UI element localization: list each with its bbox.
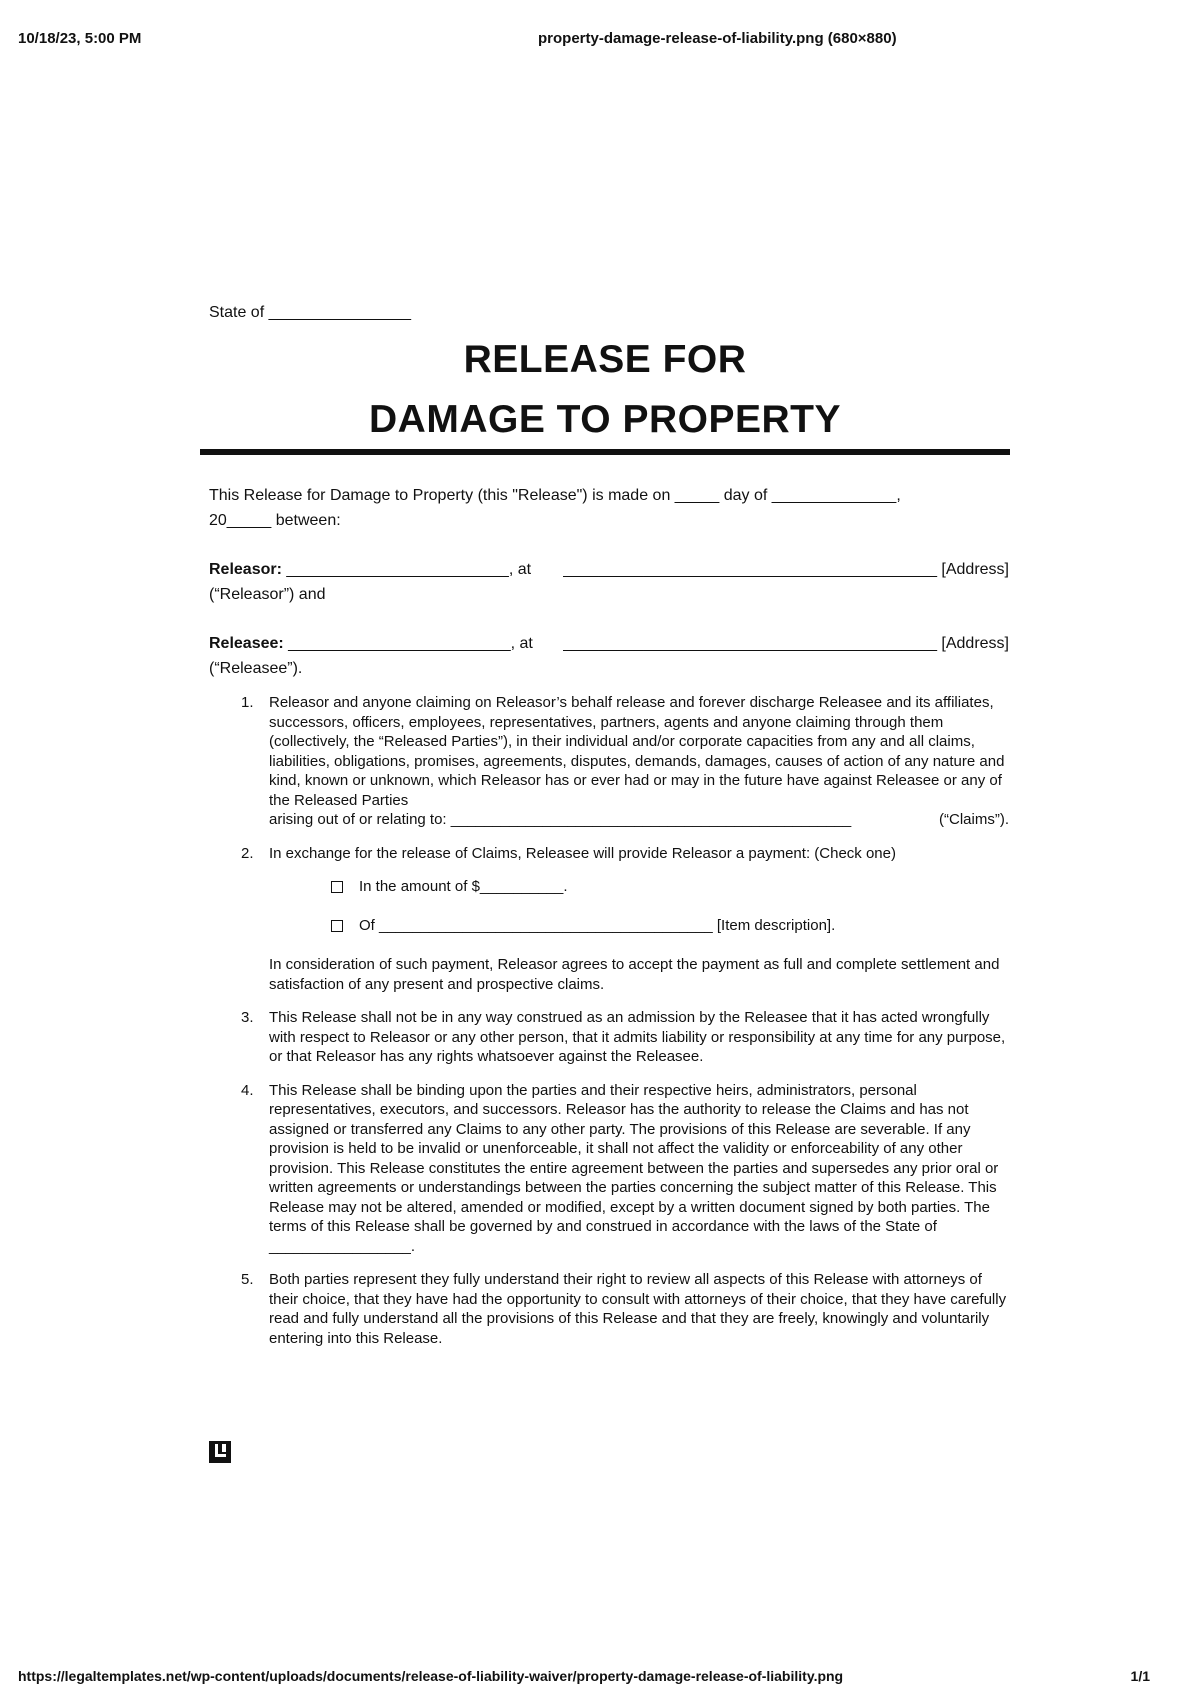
clause-3	[209, 1008, 1009, 1067]
clause-text: Both parties represent they fully understand their right to review all aspects of this Release with attorneys of their choice, that they have had the opportunity to consult with attorneys of their choice, that they have carefully read and fully understand all the provisions of this Release and that they are freely, knowingly and voluntarily entering into this Release.	[269, 1271, 1007, 1347]
checkbox-icon[interactable]	[331, 881, 343, 893]
releasee-suffix: (“Releasee”).	[209, 660, 303, 677]
payment-option-amount[interactable]	[269, 877, 1009, 897]
print-footer	[18, 1668, 1182, 1688]
legal-templates-logo-icon	[209, 1441, 231, 1463]
intro-line-1: This Release for Damage to Property (this "Release") is made on _____ day of ______________,	[209, 487, 901, 504]
clause-number: 4.	[241, 1081, 254, 1099]
payment-option-item[interactable]	[269, 916, 1009, 936]
title-line-2: DAMAGE TO PROPERTY	[369, 398, 841, 441]
clause-1	[209, 693, 1009, 830]
payment-option-item-label: Of ________________________________________ [Item description].	[359, 917, 836, 934]
releasee-block	[209, 631, 1009, 681]
claims-blank: arising out of or relating to: ________________________________________________	[269, 811, 852, 828]
clause-text: Releasor and anyone claiming on Releasor’s behalf release and forever discharge Releasee and its affiliates, successors, officers, employees, representatives, partners, agents and anyone claiming through them (collectively, the “Released Parties”), in their individual and/or corporate capacities from any and all claims, liabilities, obligations, promises, agreements, disputes, demands, damages, causes of action of any nature and kind, known or unknown, which Releasor has or ever had or may in the future have against Releasee or any of the Released Parties	[269, 694, 1005, 809]
print-filename: property-damage-release-of-liability.png (680×880)	[538, 30, 897, 47]
page-number: 1/1	[1130, 1668, 1150, 1684]
clause-1-claims-row	[269, 810, 1009, 830]
payment-option-amount-label: In the amount of $__________.	[359, 878, 568, 895]
clause-text: In exchange for the release of Claims, Releasee will provide Releasor a payment: (Check one)	[269, 844, 896, 862]
clause-number: 5.	[241, 1271, 254, 1288]
title-divider	[200, 449, 1010, 455]
releasor-name-blank: _________________________, at	[281, 561, 532, 578]
releasor-block	[209, 557, 1009, 607]
checkbox-icon[interactable]	[331, 920, 343, 932]
clause-text: This Release shall be binding upon the parties and their respective heirs, administrators, personal representatives, executors, and successors. Releasor has the authority to release the Claims and has not assigned or transferred any Claims to any other party. The provisions of this Release are severable. If any provision is held to be invalid or unenforceable, it shall not affect the validity or enforceability of any other provision. This Release constitutes the entire agreement between the parties and supersedes any prior oral or written agreements or understandings between the parties concerning the subject matter of this Release. This Release may not be altered, amended or modified, except by a written document signed by both parties. The terms of this Release shall be governed by and construed in accordance with the laws of the State of _________________.	[269, 1081, 999, 1255]
clause-number: 1.	[241, 694, 254, 711]
intro-line-2: 20_____ between:	[209, 512, 341, 529]
clauses-list	[209, 693, 1009, 1362]
clause-text: This Release shall not be in any way construed as an admission by the Releasee that it has acted wrongfully with respect to Releasor or any other person, that it admits liability or responsibility at any time for any purpose, or that Releasor has any rights whatsoever against the Releasee.	[269, 1009, 1006, 1065]
clause-5	[209, 1270, 1009, 1348]
title-line-1: RELEASE FOR	[463, 338, 747, 381]
intro-paragraph	[209, 483, 1009, 533]
releasee-address-blank: __________________________________________ [Address]	[563, 635, 1009, 652]
releasor-suffix: (“Releasor”) and	[209, 586, 326, 603]
clause-number: 2.	[241, 844, 254, 862]
releasor-address-blank: __________________________________________ [Address]	[563, 561, 1009, 578]
consideration-text: In consideration of such payment, Releasor agrees to accept the payment as full and complete settlement and satisfaction of any present and prospective claims.	[269, 956, 1000, 993]
print-date: 10/18/23, 5:00 PM	[18, 30, 142, 47]
releasee-name-blank: _________________________, at	[283, 635, 533, 652]
clause-2	[209, 844, 1009, 995]
payment-options	[269, 877, 1009, 936]
clause-number: 3.	[241, 1009, 254, 1026]
releasee-row	[209, 631, 1009, 656]
releasee-label: Releasee:	[209, 635, 284, 652]
clause-4	[209, 1081, 1009, 1257]
releasor-row	[209, 557, 1009, 582]
document-title	[200, 330, 1010, 450]
source-url[interactable]: https://legaltemplates.net/wp-content/uploads/documents/release-of-liability-waiver/property-damage-release-of-liability.png	[18, 1668, 844, 1684]
claims-label: (“Claims”).	[939, 811, 1009, 828]
state-line: State of ________________	[209, 304, 411, 321]
releasor-label: Releasor:	[209, 561, 282, 578]
print-header	[18, 30, 1182, 50]
